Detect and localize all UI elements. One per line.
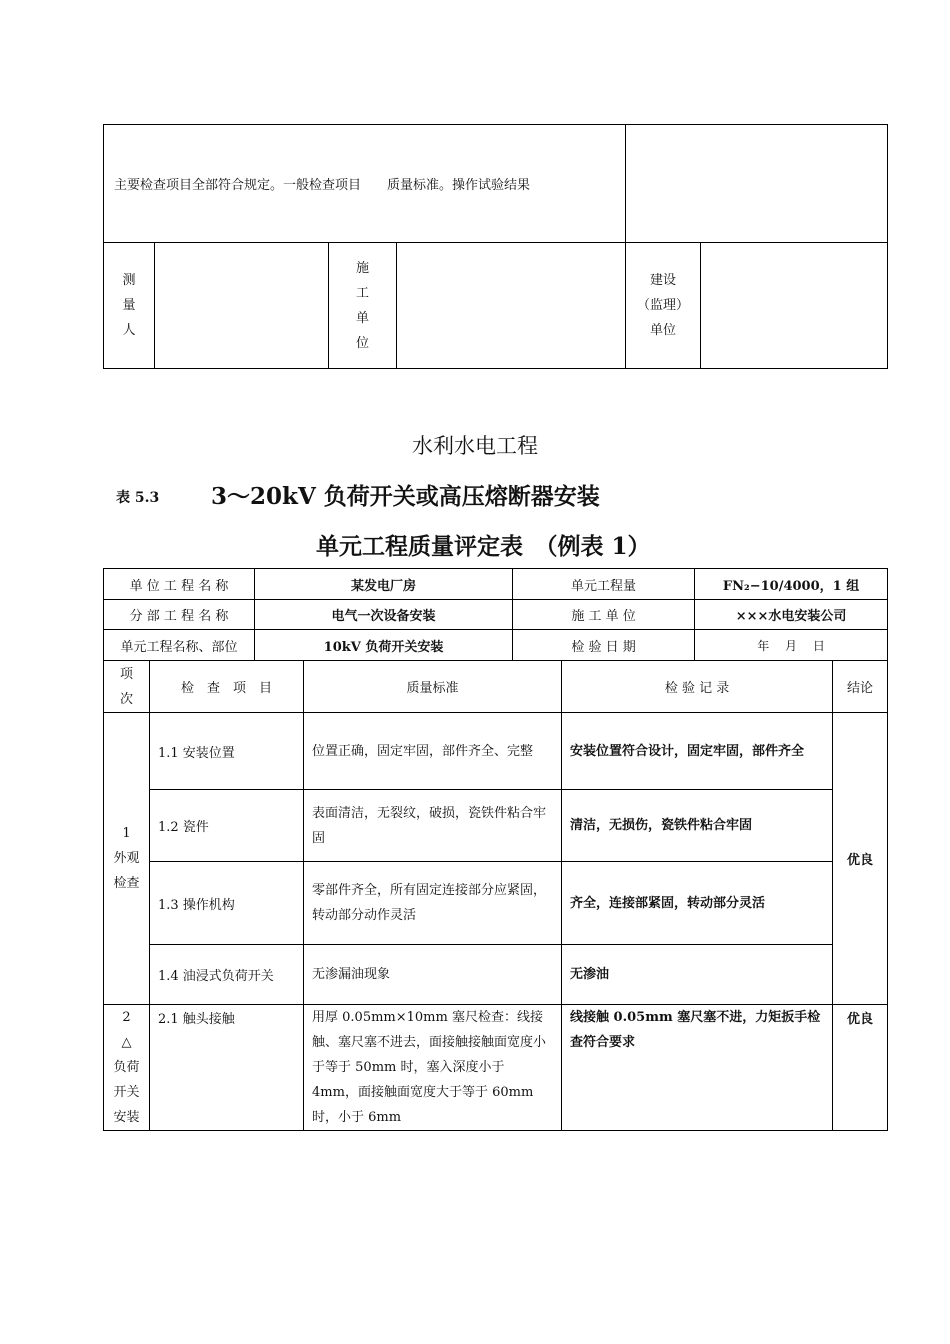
group-1-label: 1 外观 检查 <box>104 713 150 1005</box>
group-2-conclusion: 优良 <box>833 1005 888 1131</box>
construction-unit-signature-field[interactable] <box>397 243 626 369</box>
row-1-1-standard: 位置正确，固定牢固，部件齐全、完整 <box>304 713 562 790</box>
col-quality-standard-header: 质量标准 <box>304 661 562 713</box>
row-1-3-item: 1.3 操作机构 <box>150 862 304 945</box>
col-conclusion-header: 结论 <box>833 661 888 713</box>
unit-name-part-value: 10kV 负荷开关安装 <box>255 630 513 661</box>
sub-project-value: 电气一次设备安装 <box>255 600 513 630</box>
summary-text: 主要检查项目全部符合规定。一般检查项目 质量标准。操作试验结果 <box>104 125 626 243</box>
inspection-date-value: 年 月 日 <box>695 630 888 661</box>
unit-project-name-value: 某发电厂房 <box>255 569 513 600</box>
row-2-1-standard: 用厚 0.05mm×10mm 塞尺检查：线接触、塞尺塞不进去，面接触接触面宽度小于等于 50mm 时，塞入深度小于 4mm，面接触面宽度大于等于 60mm 时，小于 6mm <box>304 1005 562 1131</box>
col-inspection-record-header: 检 验 记 录 <box>562 661 833 713</box>
construction-unit-label: 施 工 单 位 <box>513 600 695 630</box>
construction-unit-sign-label: 施 工 单 位 <box>329 243 397 369</box>
summary-blank-cell <box>626 125 888 243</box>
row-1-3-standard: 零部件齐全，所有固定连接部分应紧固，转动部分动作灵活 <box>304 862 562 945</box>
surveyor-signature-field[interactable] <box>155 243 329 369</box>
row-1-2-record: 清洁，无损伤，瓷铁件粘合牢固 <box>562 790 833 862</box>
doc-title: 水利水电工程 <box>412 434 538 458</box>
row-1-4-standard: 无渗漏油现象 <box>304 945 562 1005</box>
sub-project-label: 分 部 工 程 名 称 <box>104 600 255 630</box>
row-1-4-record: 无渗油 <box>562 945 833 1005</box>
surveyor-label: 测 量 人 <box>104 243 155 369</box>
supervision-label: 建设 （监理） 单位 <box>626 243 701 369</box>
supervision-signature-field[interactable] <box>701 243 888 369</box>
row-2-1-record: 线接触 0.05mm 塞尺塞不进，力矩扳手检查符合要求 <box>562 1005 833 1131</box>
unit-project-name-label: 单 位 工 程 名 称 <box>104 569 255 600</box>
row-1-2-item: 1.2 瓷件 <box>150 790 304 862</box>
row-1-3-record: 齐全，连接部紧固，转动部分灵活 <box>562 862 833 945</box>
row-1-4-item: 1.4 油浸式负荷开关 <box>150 945 304 1005</box>
row-1-2-standard: 表面清洁，无裂纹，破损，瓷铁件粘合牢固 <box>304 790 562 862</box>
table-title-line1: 3～20kV 负荷开关或高压熔断器安装 <box>211 483 600 510</box>
row-2-1-item: 2.1 触头接触 <box>150 1005 304 1131</box>
group-2-label: 2 △ 负荷 开关 安装 <box>104 1005 150 1131</box>
unit-quantity-value: FN₂−10/4000，1 组 <box>695 569 888 600</box>
col-inspection-item-header: 检 查 项 目 <box>150 661 304 713</box>
construction-unit-value: ×××水电安装公司 <box>695 600 888 630</box>
inspection-date-label: 检 验 日 期 <box>513 630 695 661</box>
unit-name-part-label: 单元工程名称、部位 <box>104 630 255 661</box>
group-1-conclusion: 优良 <box>833 713 888 1005</box>
signature-table <box>103 124 888 369</box>
col-item-no-header: 项 次 <box>104 661 150 713</box>
table-title-line2: 单元工程质量评定表 （例表 1） <box>316 533 651 560</box>
row-1-1-record: 安装位置符合设计，固定牢固，部件齐全 <box>562 713 833 790</box>
row-1-1-item: 1.1 安装位置 <box>150 713 304 790</box>
table-number: 表 5.3 <box>116 490 160 506</box>
unit-quantity-label: 单元工程量 <box>513 569 695 600</box>
quality-assessment-table <box>103 568 888 1131</box>
